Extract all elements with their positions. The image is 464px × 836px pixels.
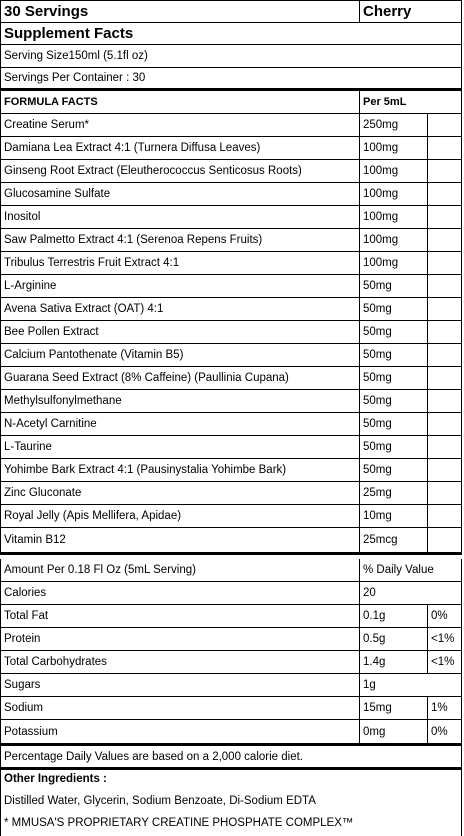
ingredient-name: L-Taurine [4,441,52,453]
ingredient-amount: 25mg [359,482,427,504]
nutrient-name: Calories [4,587,47,599]
nutrient-dv: 0% [427,720,461,743]
nutrition-header-dv: % Daily Value [359,559,461,581]
ingredient-amount: 250mg [359,114,427,136]
other-ingredients-text: Distilled Water, Glycerin, Sodium Benzoate, Di-Sodium EDTA [4,795,316,807]
ingredient-dv [427,528,461,552]
table-row [0,482,462,505]
ingredient-amount: 10mg [359,505,427,527]
table-row [0,459,462,482]
ingredient-dv [427,413,461,435]
table-row [0,605,462,628]
formula-header-label: FORMULA FACTS [4,96,98,108]
nutrition-header-label: Amount Per 0.18 Fl Oz (5mL Serving) [4,564,196,576]
ingredient-dv [427,482,461,504]
table-row [0,651,462,674]
ingredient-amount: 100mg [359,183,427,205]
other-ingredients-title: Other Ingredients : [4,773,107,785]
ingredient-name: Yohimbe Bark Extract 4:1 (Pausinystalia Yohimbe Bark) [4,464,287,476]
page-title: Supplement Facts [4,25,134,42]
table-row [0,206,462,229]
ingredient-amount: 50mg [359,367,427,389]
ingredient-dv [427,367,461,389]
table-row [0,137,462,160]
footnote-row [0,746,462,770]
table-row [0,436,462,459]
nutrient-dv: 0% [427,605,461,627]
ingredient-dv [427,436,461,458]
table-row [0,275,462,298]
ingredient-amount: 50mg [359,436,427,458]
ingredient-name: Glucosamine Sulfate [4,188,111,200]
ingredient-amount: 50mg [359,275,427,297]
ingredient-dv [427,275,461,297]
ingredient-name: Creatine Serum* [4,119,90,131]
nutrition-header-row [0,559,462,582]
ingredient-name: Royal Jelly (Apis Mellifera, Apidae) [4,510,182,522]
nutrient-name: Sugars [4,679,41,691]
ingredient-dv [427,206,461,228]
servings-per-container-row [0,68,462,91]
formula-header-amount: Per 5mL [359,91,461,113]
ingredient-amount: 50mg [359,298,427,320]
formula-header-row [0,91,462,114]
ingredient-amount: 100mg [359,229,427,251]
nutrient-name: Total Fat [4,610,49,622]
nutrient-amount: 0mg [359,720,427,743]
ingredient-amount: 50mg [359,459,427,481]
ingredient-dv [427,252,461,274]
table-row [0,720,462,746]
flavor-heading: Cherry [359,1,461,22]
table-row [0,390,462,413]
ingredient-amount: 100mg [359,252,427,274]
proprietary-complex-note: * MMUSA'S PROPRIETARY CREATINE PHOSPHATE COMPLEX™ [4,817,354,829]
ingredient-dv [427,344,461,366]
table-row [0,160,462,183]
ingredient-name: Avena Sativa Extract (OAT) 4:1 [4,303,164,315]
nutrient-amount: 15mg [359,697,427,719]
nutrient-amount: 1.4g [359,651,427,673]
ingredient-name: Damiana Lea Extract 4:1 (Turnera Diffusa Leaves) [4,142,261,154]
servings-per-container: Servings Per Container : 30 [4,72,146,84]
ingredient-name: Calcium Pantothenate (Vitamin B5) [4,349,184,361]
table-row [0,697,462,720]
ingredient-dv [427,160,461,182]
ingredient-amount: 100mg [359,206,427,228]
ingredient-dv [427,459,461,481]
ingredient-dv [427,298,461,320]
ingredient-name: Ginseng Root Extract (Eleutherococcus Senticosus Roots) [4,165,302,177]
ingredient-dv [427,229,461,251]
table-row [0,528,462,555]
ingredient-dv [427,137,461,159]
serving-size: Serving Size150ml (5.1fl oz) [4,50,148,62]
ingredient-dv [427,505,461,527]
ingredient-dv [427,114,461,136]
table-row [0,674,462,697]
nutrient-name: Total Carbohydrates [4,656,107,668]
nutrient-amount: 1g [359,674,461,696]
ingredient-name: L-Arginine [4,280,57,292]
ingredient-amount: 50mg [359,321,427,343]
table-row [0,298,462,321]
nutrient-name: Protein [4,633,41,645]
table-row [0,229,462,252]
nutrient-dv: <1% [427,628,461,650]
ingredient-amount: 50mg [359,390,427,412]
table-row [0,344,462,367]
ingredient-amount: 25mcg [359,528,427,552]
ingredient-name: Vitamin B12 [4,534,66,546]
serving-size-row [0,45,462,68]
nutrient-amount: 0.5g [359,628,427,650]
table-row [0,505,462,528]
table-row [0,183,462,206]
table-row [0,413,462,436]
ingredient-name: Methylsulfonylmethane [4,395,122,407]
table-row [0,367,462,390]
nutrient-amount: 20 [359,582,461,604]
other-ingredients-block [0,770,462,836]
ingredient-name: Saw Palmetto Extract 4:1 (Serenoa Repens Fruits) [4,234,263,246]
nutrient-dv: 1% [427,697,461,719]
nutrient-amount: 0.1g [359,605,427,627]
ingredient-dv [427,183,461,205]
table-row [0,114,462,137]
nutrient-name: Sodium [4,702,43,714]
ingredient-name: Inositol [4,211,41,223]
nutrient-dv: <1% [427,651,461,673]
table-row [0,582,462,605]
ingredient-amount: 50mg [359,344,427,366]
ingredient-name: Bee Pollen Extract [4,326,99,338]
ingredient-name: N-Acetyl Carnitine [4,418,97,430]
ingredient-dv [427,390,461,412]
daily-value-footnote: Percentage Daily Values are based on a 2,000 calorie diet. [4,750,303,763]
ingredient-name: Guarana Seed Extract (8% Caffeine) (Paullinia Cupana) [4,372,289,384]
table-row [0,321,462,344]
ingredient-name: Zinc Gluconate [4,487,82,499]
ingredient-dv [427,321,461,343]
table-row [0,628,462,651]
ingredient-amount: 100mg [359,137,427,159]
ingredient-amount: 50mg [359,413,427,435]
table-row [0,252,462,275]
header-row [0,0,462,23]
title-row [0,23,462,45]
servings-heading: 30 Servings [4,3,89,20]
ingredient-amount: 100mg [359,160,427,182]
nutrient-name: Potassium [4,725,58,738]
ingredient-name: Tribulus Terrestris Fruit Extract 4:1 [4,257,180,269]
